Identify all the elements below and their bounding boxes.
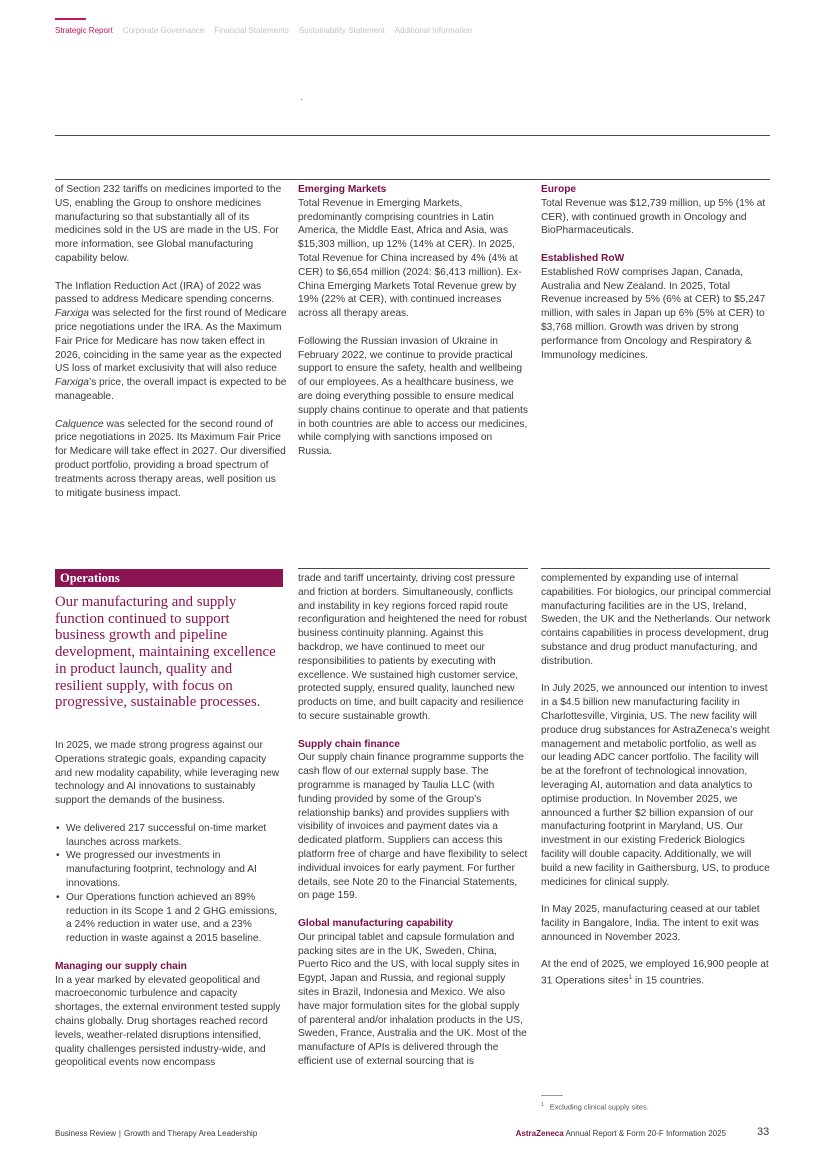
nav-item-financial-statements[interactable]: Financial Statements: [214, 26, 289, 35]
footnote: $^1$ Excluding clinical supply sites.: [541, 1102, 649, 1112]
ops-divider-col2: [298, 568, 528, 569]
footer-breadcrumb: [55, 1129, 257, 1138]
supply-chain-finance-heading: Supply chain finance: [298, 738, 400, 750]
operations-progress-paragraph: In 2025, we made strong progress against our Operations strategic goals, expanding capacity and new modality capability, while leveraging new technology and AI innovations to sustainably support the demands of the business.: [55, 740, 280, 807]
global-manufacturing-paragraph: Our principal tablet and capsule formulation and packing sites are in the UK, Sweden, China, Puerto Rico and the US, with local supply sites in Egypt, Japan and Russia, and regional supply sites in Brazil, Indonesia and Mexico. We also have major formulation sites for the global supply of parenteral and/or inhalation products in the US, Sweden, France, Australia and the UK. Most of the manufacture of APIs is delivered through the efficient use of external sourcing that is: [298, 931, 527, 1067]
emerging-markets-paragraph: Total Revenue in Emerging Markets, predominantly comprising countries in Latin America, the Middle East, Africa and Asia, was $15,303 million, up 12% (14% at CER). In 2025, Total Revenue for China increased by 4% (4% at CER) to $6,654 million (2024: $6,413 million). Ex-China Emerging Markets Total Revenue grew by 19% (22% at CER), with continued increases across all therapy areas.: [298, 197, 522, 320]
managing-supply-chain-heading: Managing our supply chain: [55, 960, 187, 972]
tariffs-paragraph: of Section 232 tariffs on medicines imported to the US, enabling the Group to onshore medicines manufacturing so that substantially all of its medicines sold in the US are made in the US. For more information, see Global manufacturing capability below.: [55, 184, 282, 264]
footer-subsection: Growth and Therapy Area Leadership: [124, 1129, 258, 1138]
list-item: • We delivered 217 successful on-time market launches across markets.: [55, 822, 283, 850]
divider-columns: [55, 179, 770, 180]
footnote-marker: 1: [628, 975, 633, 982]
operations-column-1: [55, 739, 283, 1070]
stray-dot: [301, 99, 302, 100]
list-item: • Our Operations function achieved an 89% reduction in its Scope 1 and 2 GHG emissions, a 24% reduction in water use, and a 23% reduction in waste against a 2015 baseline.: [55, 891, 283, 946]
bangalore-paragraph: In May 2025, manufacturing ceased at our tablet facility in Bangalore, India. The intent to exit was announced in November 2023.: [541, 904, 760, 943]
global-manufacturing-heading: Global manufacturing capability: [298, 917, 454, 929]
operations-column-2: [298, 572, 528, 1069]
emerging-markets-heading: Emerging Markets: [298, 184, 387, 195]
footer-doc-title: AstraZeneca Annual Report & Form 20-F Information 2025: [515, 1129, 726, 1138]
operations-label: Operations: [55, 569, 283, 587]
supply-chain-finance-paragraph: Our supply chain finance programme supports the cash flow of our external supply base. The programme is managed by Taulia LLC (with funding provided by some of the Group’s relationship banks) and provides suppliers with visibility of invoices and payment dates via a dedicated platform. Suppliers can access this platform free of charge and have flexibility to select individual invoices for early payment. For further details, see Note 20 to the Financial Statements, on page 159.: [298, 752, 528, 902]
footnote-divider: [541, 1095, 563, 1096]
list-item: • We progressed our investments in manufacturing footprint, technology and AI innovations.: [55, 849, 283, 890]
divider-top: [55, 135, 770, 136]
footer-brand: AstraZeneca: [515, 1129, 564, 1138]
nav-item-corporate-governance[interactable]: Corporate Governance: [122, 26, 205, 35]
established-row-paragraph: Established RoW comprises Japan, Canada, Australia and New Zealand. In 2025, Total Revenue increased by 5% (6% at CER) to $5,247 million, with sales in Japan up 6% (5% at CER) to $3,768 million. Growth was driven by strong performance from Oncology and Respiratory & Immunology medicines.: [541, 266, 766, 361]
calquence-paragraph: Calquence was selected for the second round of price negotiations in 2025. Its Maximum Fair Price for Medicare will take effect in 2027. Our diversified product portfolio, providing a broad spectrum of treatments across therapy areas, well position us to mitigate business impact.: [55, 418, 286, 499]
top-column-3: [541, 183, 771, 362]
operations-highlights-list: [55, 822, 283, 946]
managing-supply-chain-paragraph: In a year marked by elevated geopolitical and macroeconomic turbulence and capacity shortages, the external environment tested supply chains globally. Drug shortages reached record levels, weather-related disruptions intensified, quality challenges persisted industry-wide, and geopolitical events now encompass: [55, 974, 281, 1069]
biologics-paragraph: complemented by expanding use of internal capabilities. For biologics, our principal commercial manufacturing facilities are in the US, Ireland, Sweden, the UK and the Netherlands. Our network contains capabilities in process development, drug substance and drug product manufacturing, and distribution.: [541, 573, 771, 667]
europe-heading: Europe: [541, 184, 577, 195]
nav-active-indicator: [55, 18, 86, 20]
nav-item-sustainability-statement[interactable]: Sustainability Statement: [298, 26, 385, 35]
operations-intro: Our manufacturing and supply function continued to support business growth and pipeline development, maintaining excellence in product launch, quality and resilient supply, with focus on progressive, sustainable processes.: [55, 594, 276, 711]
nav-item-additional-information[interactable]: Additional Information: [394, 26, 473, 35]
footer-section: Business Review: [55, 1129, 116, 1138]
europe-paragraph: Total Revenue was $12,739 million, up 5% (1% at CER), with continued growth in Oncology and BioPharmaceuticals.: [541, 197, 766, 237]
nav-item-strategic-report[interactable]: Strategic Report: [55, 26, 113, 35]
established-row-heading: Established RoW: [541, 252, 625, 264]
nav-items: [55, 26, 482, 35]
operations-column-3: [541, 572, 771, 988]
ira-paragraph: The Inflation Reduction Act (IRA) of 2022 was passed to address Medicare spending concerns. Farxiga was selected for the first round of Medicare price negotiations under the IRA. As the Maximum Fair Price for Medicare has now taken effect in 2026, coinciding in the same year as the expected US loss of market exclusivity that will also reduce Farxiga’s price, the overall impact is expected to be manageable.: [55, 280, 287, 402]
ops-divider-col3: [541, 568, 770, 569]
top-column-1: [55, 183, 287, 500]
russia-paragraph: Following the Russian invasion of Ukraine in February 2022, we continue to provide practical support to ensure the safety, health and wellbeing of our employees. As a healthcare business, we are doing everything possible to ensure medical supply chains continue to operate and that patients in both countries are able to access our medicines, while complying with sanctions imposed on Russia.: [298, 335, 528, 458]
top-column-2: [298, 183, 528, 459]
footer-separator: |: [118, 1129, 121, 1138]
employees-paragraph: At the end of 2025, we employed 16,900 people at 31 Operations sites$^1$ in 15 countries.: [541, 959, 769, 987]
page-number: 33: [757, 1126, 770, 1138]
trade-uncertainty-paragraph: trade and tariff uncertainty, driving cost pressure and friction at borders. Simultaneously, conflicts and instability in key regions forced rapid route reconfiguration and heightened the need for robust business continuity planning. Against this backdrop, we have continued to meet our responsibilities to patients by executing with excellence. We sustained high customer service, protected supply, ensured quality, launched new products on time, and built capacity and resilience to secure sustainable growth.: [298, 573, 527, 722]
investment-paragraph: In July 2025, we announced our intention to invest in a $4.5 billion new manufacturing facility in Charlottesville, Virginia, US. The new facility will produce drug substances for AstraZeneca’s weight management and metabolic portfolio, as well as our leading ADC cancer portfolio. The facility will be at the forefront of technological innovation, leveraging AI, automation and data analytics to optimise production. In November 2025, we announced a further $2 billion expansion of our manufacturing footprint in Maryland, US. Our investment in our existing Frederick Biologics facility will double capacity. Additionally, we will build a new facility in Gaithersburg, US, to produce medicines for clinical supply.: [541, 683, 770, 888]
